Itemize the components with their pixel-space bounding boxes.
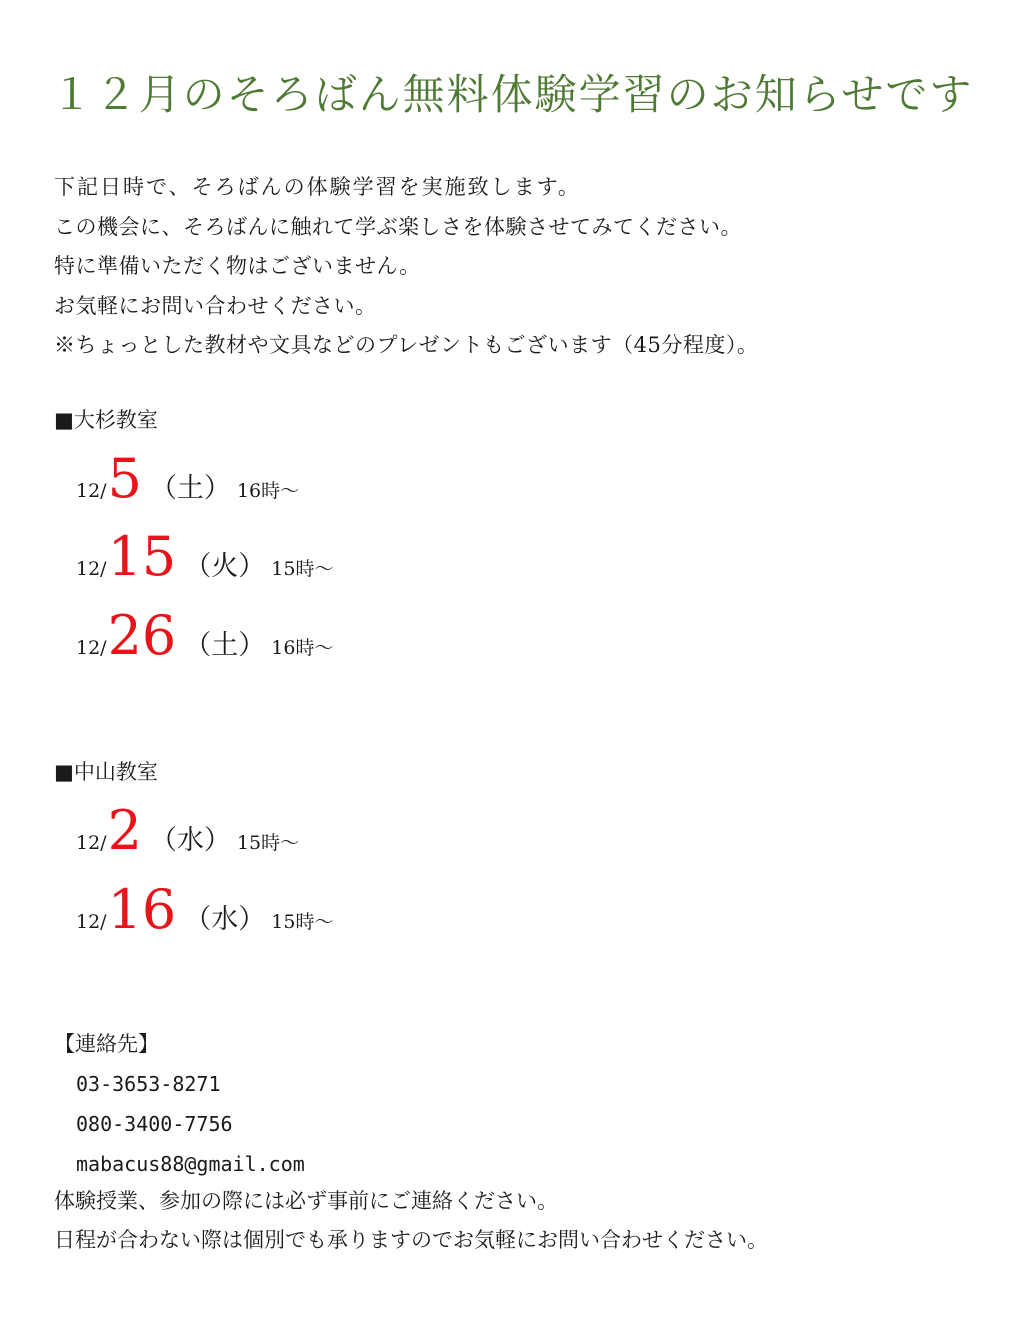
schedule-row	[76, 604, 334, 669]
schedule-month: 12/	[76, 558, 107, 580]
schedule-day: 2	[107, 799, 142, 862]
schedule-row	[76, 525, 334, 590]
schedule-weekday: （水）	[184, 904, 266, 935]
schedule-time: 15時～	[271, 911, 334, 933]
contact-phone-2[interactable]: 080-3400-7756	[76, 1112, 233, 1136]
page-title: １２月のそろばん無料体験学習のお知らせです	[50, 70, 974, 119]
schedule-day: 16	[107, 878, 177, 941]
intro-line: この機会に、そろばんに触れて学ぶ楽しさを体験させてみてください。	[54, 214, 742, 239]
schedule-day: 26	[107, 604, 177, 667]
schedule-weekday: （土）	[184, 630, 266, 661]
contact-phone-1[interactable]: 03-3653-8271	[76, 1072, 221, 1096]
contact-email[interactable]: mabacus88@gmail.com	[76, 1152, 305, 1176]
schedule-time: 15時～	[271, 558, 334, 580]
schedule-time: 16時～	[236, 480, 300, 502]
schedule-month: 12/	[76, 637, 107, 659]
intro-line: ※ちょっとした教材や文具などのプレゼントもございます（45分程度）。	[54, 333, 759, 357]
footer-line: 日程が合わない際は個別でも承りますのでお気軽にお問い合わせください。	[54, 1228, 768, 1252]
schedule-month: 12/	[76, 480, 107, 502]
schedule-day: 15	[107, 525, 177, 588]
contact-heading: 【連絡先】	[54, 1032, 159, 1056]
schedule-weekday: （土）	[149, 473, 231, 504]
footer-line: 体験授業、参加の際には必ず事前にご連絡ください。	[54, 1189, 558, 1213]
schedule-row	[76, 878, 334, 943]
schedule-weekday: （水）	[149, 825, 231, 856]
schedule-time: 15時～	[236, 832, 300, 854]
classroom-heading-nakayama: ■中山教室	[54, 760, 158, 784]
intro-text	[54, 168, 994, 366]
schedule-time: 16時～	[271, 637, 334, 659]
footer-notes	[54, 1182, 768, 1260]
schedule-row	[76, 799, 300, 864]
classroom-heading-osugi: ■大杉教室	[54, 408, 158, 432]
schedule-weekday: （火）	[184, 551, 266, 582]
schedule-month: 12/	[76, 832, 107, 854]
intro-line: 特に準備いただく物はございません。	[54, 254, 421, 278]
schedule-month: 12/	[76, 911, 107, 933]
schedule-day: 5	[107, 447, 142, 510]
schedule-row	[76, 447, 300, 512]
intro-line: お気軽にお問い合わせください。	[54, 293, 377, 318]
intro-line: 下記日時で、そろばんの体験学習を実施致します。	[54, 175, 581, 199]
